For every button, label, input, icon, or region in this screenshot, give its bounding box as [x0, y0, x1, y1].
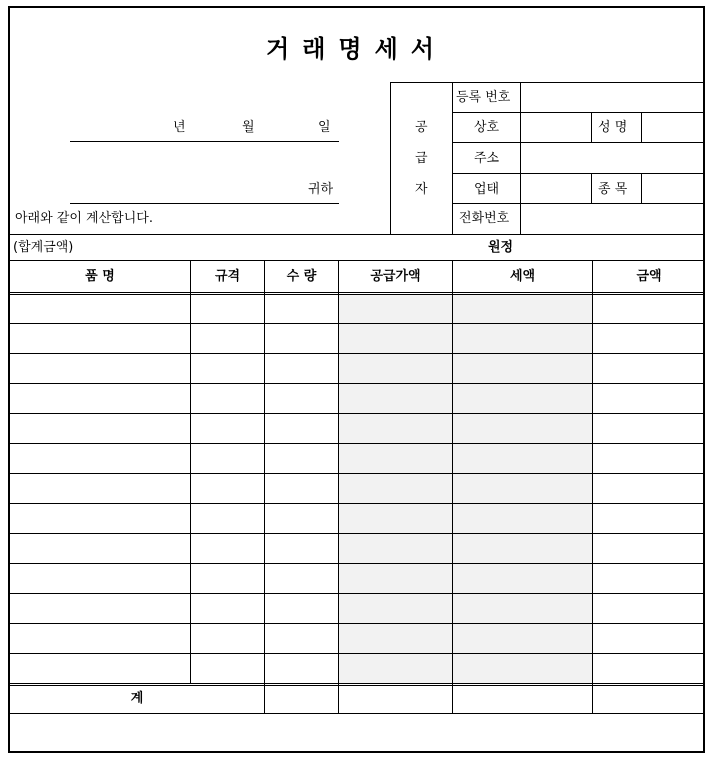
- supplier-vertical-label: 공: [415, 120, 428, 135]
- row-line: [8, 653, 705, 654]
- row-line: [8, 533, 705, 534]
- supplier-vertical-label: 급: [415, 151, 428, 166]
- recipient-underline: [70, 203, 339, 204]
- header-spec: 규격: [214, 269, 241, 284]
- row-line: [8, 473, 705, 474]
- total-amount-label: (합계금액): [13, 240, 74, 255]
- supplier-phone-label: 전화번호: [459, 211, 510, 226]
- supplier-divider: [452, 82, 453, 234]
- header-double-line: [8, 292, 705, 293]
- date-month-label: 월: [242, 120, 255, 135]
- intro-text: 아래와 같이 계산합니다.: [15, 211, 153, 226]
- date-year-label: 년: [173, 120, 186, 135]
- row-line: [8, 623, 705, 624]
- row-line: [8, 413, 705, 414]
- supplier-box-top: [390, 82, 705, 83]
- header-double-line: [8, 294, 705, 295]
- header-amount: 금액: [636, 269, 662, 284]
- supplier-item-type-label: 종 목: [598, 182, 628, 197]
- supplier-vertical-label: 자: [415, 182, 428, 197]
- column-line: [338, 260, 339, 713]
- row-line: [8, 383, 705, 384]
- column-line: [452, 260, 453, 713]
- column-line: [190, 260, 191, 683]
- supplier-item-divider: [591, 173, 592, 203]
- supplier-row-line: [452, 173, 705, 174]
- date-underline: [70, 141, 339, 142]
- supplier-reg-no-label: 등록 번호: [456, 90, 511, 105]
- total-row-bottom: [8, 713, 705, 714]
- total-row-label: 계: [130, 691, 144, 706]
- supplier-name-label: 성 명: [598, 120, 628, 135]
- supplier-row-line: [452, 142, 705, 143]
- supplier-address-label: 주소: [474, 151, 500, 166]
- row-line: [8, 563, 705, 564]
- supplier-row-line: [452, 112, 705, 113]
- header-supply-amount: 공급가액: [370, 269, 421, 284]
- row-line: [8, 503, 705, 504]
- row-line: [8, 443, 705, 444]
- date-day-label: 일: [318, 120, 331, 135]
- supplier-company-label: 상호: [474, 120, 500, 135]
- total-double-line: [8, 683, 705, 684]
- header-quantity: 수 량: [286, 269, 317, 284]
- supplier-field-divider: [520, 82, 521, 234]
- row-line: [8, 353, 705, 354]
- header-item-name: 품 명: [85, 269, 115, 284]
- column-line: [264, 260, 265, 713]
- column-line: [592, 260, 593, 713]
- total-amount-unit: 원정: [488, 240, 514, 255]
- total-double-line: [8, 685, 705, 686]
- supplier-row-line: [452, 203, 705, 204]
- table-top: [8, 260, 705, 261]
- document-title: 거래명세서: [266, 35, 447, 63]
- supplier-box-left: [390, 82, 391, 234]
- supplier-name-value-divider: [641, 112, 642, 142]
- header-tax: 세액: [509, 269, 536, 284]
- row-line: [8, 323, 705, 324]
- row-line: [8, 593, 705, 594]
- recipient-suffix: 귀하: [308, 182, 334, 197]
- total-band-top: [8, 234, 705, 235]
- supplier-item-value-divider: [641, 173, 642, 203]
- supplier-name-divider: [591, 112, 592, 142]
- supplier-business-type-label: 업태: [474, 182, 500, 197]
